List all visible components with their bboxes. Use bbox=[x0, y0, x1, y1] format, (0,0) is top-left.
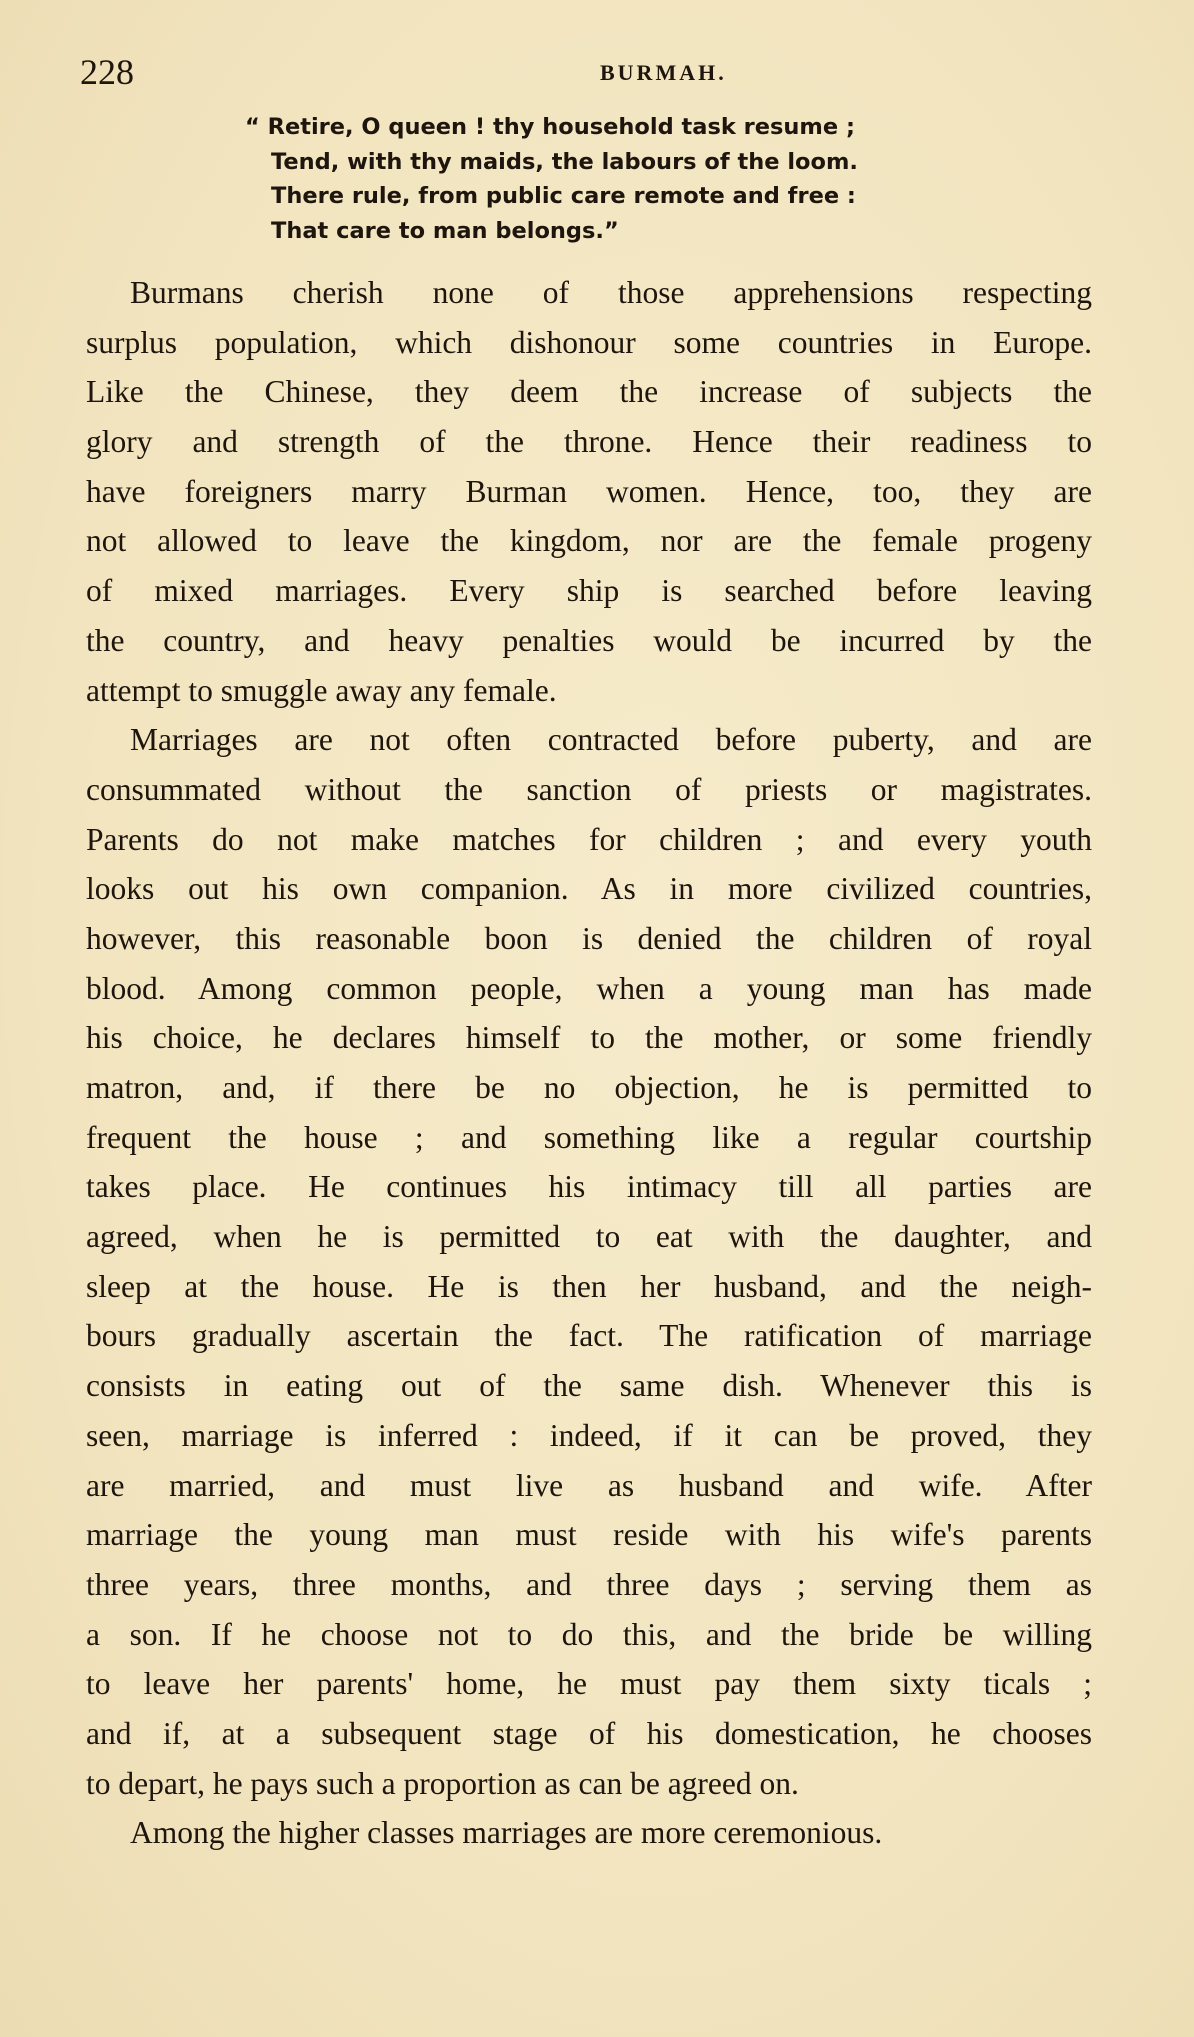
paragraph-line: are married, and must live as husband and wife. After bbox=[86, 1467, 1092, 1503]
body-text bbox=[86, 268, 1092, 1858]
paragraph-line: of mixed marriages. Every ship is searched before leaving bbox=[86, 573, 1092, 609]
paragraph-line: attempt to smuggle away any female. bbox=[86, 672, 557, 708]
paragraph-line: Among the higher classes marriages are more ceremonious. bbox=[130, 1815, 883, 1851]
quote-line: There rule, from public care remote and free : bbox=[271, 183, 856, 209]
paragraph-line: a son. If he choose not to do this, and the bride be willing bbox=[86, 1616, 1092, 1652]
paragraph-line: looks out his own companion. As in more civilized countries, bbox=[86, 871, 1092, 907]
paragraph-line: marriage the young man must reside with his wife's parents bbox=[86, 1517, 1092, 1553]
quote-line: “ Retire, O queen ! thy household task resume ; bbox=[245, 114, 855, 140]
running-head: BURMAH. bbox=[600, 60, 727, 85]
paragraph-line: matron, and, if there be no objection, he is permitted to bbox=[86, 1070, 1092, 1105]
paragraph-line: three years, three months, and three days ; serving them as bbox=[86, 1566, 1092, 1602]
verse-quote bbox=[245, 110, 965, 248]
paragraph-line: however, this reasonable boon is denied the children of royal bbox=[86, 920, 1092, 956]
quote-line: Tend, with thy maids, the labours of the loom. bbox=[271, 148, 858, 175]
page-header bbox=[80, 52, 1120, 92]
paragraph-line: not allowed to leave the kingdom, nor are the female progeny bbox=[86, 523, 1092, 559]
page-number: 228 bbox=[80, 52, 134, 92]
paragraph-line: the country, and heavy penalties would be incurred by the bbox=[86, 622, 1092, 658]
paragraph-line: Like the Chinese, they deem the increase of subjects the bbox=[86, 374, 1092, 410]
paragraph-line: to leave her parents' home, he must pay them sixty ticals ; bbox=[86, 1666, 1092, 1702]
paragraph-line: frequent the house ; and something like a regular courtship bbox=[86, 1119, 1092, 1155]
paragraph-line: blood. Among common people, when a young man has made bbox=[86, 970, 1092, 1006]
paragraph-line: bours gradually ascertain the fact. The ratification of marriage bbox=[86, 1318, 1092, 1354]
paragraph-line: consists in eating out of the same dish. Whenever this is bbox=[86, 1368, 1092, 1404]
paragraph-line: Marriages are not often contracted before puberty, and are bbox=[130, 722, 1092, 758]
paragraph-line: his choice, he declares himself to the mother, or some friendly bbox=[86, 1020, 1092, 1056]
paragraph-line: consummated without the sanction of priests or magistrates. bbox=[86, 771, 1092, 807]
paragraph-line: have foreigners marry Burman women. Hence, too, they are bbox=[86, 473, 1092, 509]
paragraph-line: Parents do not make matches for children ; and every youth bbox=[86, 821, 1092, 857]
paragraph-line: glory and strength of the throne. Hence their readiness to bbox=[86, 424, 1092, 460]
paragraph-line: surplus population, which dishonour some countries in Europe. bbox=[86, 324, 1092, 360]
paragraph-line: and if, at a subsequent stage of his domestication, he chooses bbox=[86, 1715, 1092, 1751]
paragraph-line: seen, marriage is inferred : indeed, if it can be proved, they bbox=[86, 1417, 1092, 1453]
paragraph-line: agreed, when he is permitted to eat with the daughter, and bbox=[86, 1219, 1092, 1255]
paragraph-line: Burmans cherish none of those apprehensions respecting bbox=[130, 275, 1092, 310]
paragraph-line: sleep at the house. He is then her husband, and the neigh- bbox=[86, 1268, 1092, 1304]
quote-line: That care to man belongs.” bbox=[271, 217, 619, 244]
paragraph-line: to depart, he pays such a proportion as can be agreed on. bbox=[86, 1765, 799, 1801]
paragraph-line: takes place. He continues his intimacy till all parties are bbox=[86, 1169, 1092, 1205]
